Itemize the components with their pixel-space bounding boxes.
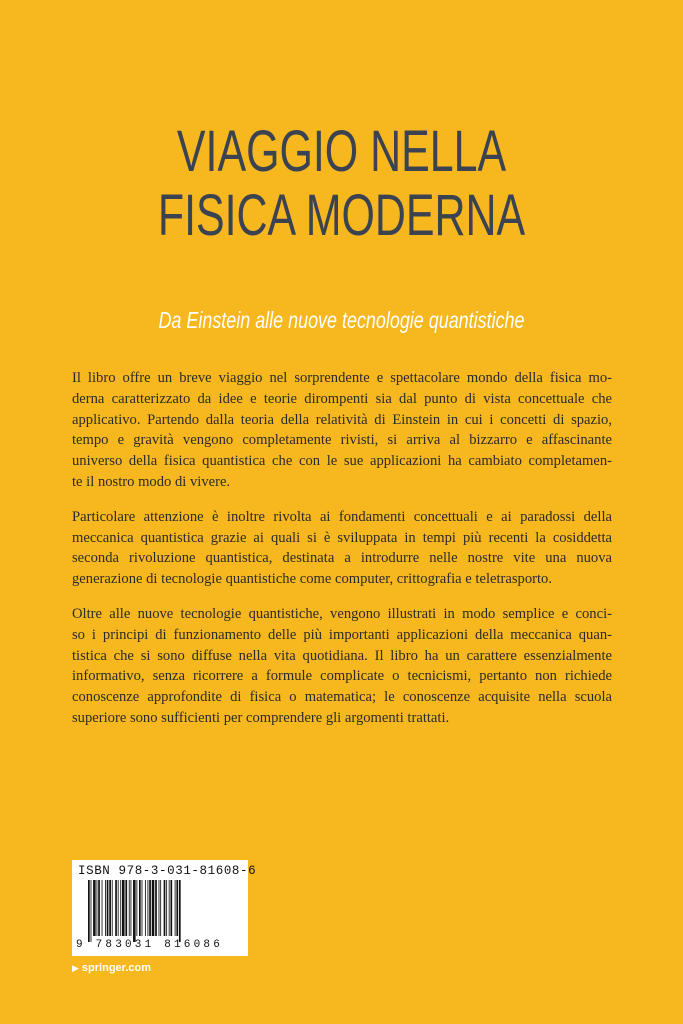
book-title [89, 120, 594, 248]
blurb-line: so i principi di funzionamento delle più importanti applicazioni della meccanica quan- [72, 626, 612, 643]
barcode-bar [179, 880, 181, 942]
barcode-bar [149, 880, 151, 936]
barcode-bar [97, 880, 98, 936]
barcode-bar [175, 880, 176, 936]
barcode-bar [139, 880, 141, 936]
barcode-bar [133, 880, 136, 942]
blurb-line: informativo, senza ricorrere a formule complicate o tecnicismi, pertanto non richiede [72, 668, 612, 685]
barcode-bar [122, 880, 125, 936]
blurb-paragraph [72, 604, 612, 729]
barcode-bar [102, 880, 103, 936]
barcode-bar [105, 880, 106, 936]
blurb-line: superiore sono sufficienti per comprendere gli argomenti trattati. [72, 709, 450, 726]
blurb-line: derna caratterizzato da idee e teorie dirompenti sia dal punto di vista concettuale che [72, 390, 612, 407]
barcode-bar [131, 880, 132, 936]
barcode-bar [148, 880, 149, 936]
blurb-line: conoscenze approfondite di fisica o matematica; le conoscenze acquisite nella scuola [72, 689, 612, 706]
barcode-bars [88, 880, 238, 942]
isbn-barcode [72, 860, 257, 956]
barcode-bar [118, 880, 119, 936]
barcode-bar [112, 880, 113, 936]
barcode-bar [152, 880, 155, 936]
barcode-bar [120, 880, 121, 936]
blurb-line: Particolare attenzione è inoltre rivolta ai fondamenti concettuali e ai paradossi della [72, 508, 612, 525]
barcode-bar [125, 880, 127, 936]
barcode-bar [155, 880, 157, 936]
barcode-bar [159, 880, 160, 936]
title-line-2: FISICA MODERNA [157, 183, 526, 248]
barcode-bar [109, 880, 111, 936]
book-subtitle: Da Einstein alle nuove tecnologie quantistiche [158, 307, 525, 333]
barcode-bar [98, 880, 100, 936]
blurb-line: generazione di tecnologie quantistiche come computer, crittografia e teletrasporto. [72, 571, 552, 588]
barcode-bar [129, 880, 130, 936]
blurb-line: meccanica quantistica grazie ai quali si è sviluppata in tempi più recenti la cosiddetta [72, 529, 612, 546]
blurb-line: tistica che si sono diffuse nella vita quotidiana. Il libro ha un carattere essenzialmente [72, 647, 612, 664]
barcode-bar [93, 880, 96, 936]
barcode-bar [107, 880, 109, 936]
isbn-label: ISBN 978-3-031-81608-6 [78, 864, 257, 878]
blurb-paragraph [72, 507, 612, 590]
blurb-line: seconda rivoluzione quantistica, destinata a introdurre nelle nostre vite una nuova [72, 550, 612, 567]
barcode-bar [88, 880, 90, 942]
title-line-1: VIAGGIO NELLA [176, 119, 507, 184]
blurb-paragraph [72, 368, 612, 493]
blurb-line: Il libro offre un breve viaggio nel sorprendente e spettacolare mondo della fisica mo- [72, 370, 612, 386]
publisher-link-text: springer.com [81, 962, 151, 974]
barcode-bar [160, 880, 161, 936]
barcode-bar [142, 880, 143, 936]
blurb-line: tempo e gravità vengono completamente rivisti, si arriva al bizzarro e affascinante [72, 432, 612, 449]
barcode-bar [91, 880, 92, 942]
barcode-bar [166, 880, 167, 936]
blurb-line: Oltre alle nuove tecnologie quantistiche, vengono illustrati in modo semplice e conci- [72, 605, 612, 622]
barcode-bar [169, 880, 170, 936]
blurb-line: applicativo. Partendo dalla teoria della relatività di Einstein in cui i concetti di spazio, [72, 411, 612, 428]
barcode-bar [115, 880, 117, 936]
blurb-text [72, 368, 612, 743]
blurb-line: te il nostro modo di vivere. [72, 473, 231, 490]
barcode-bar [170, 880, 172, 936]
barcode-bar [136, 880, 137, 936]
publisher-link[interactable] [72, 962, 151, 974]
barcode-number: 9 783031 816086 [76, 939, 224, 951]
arrow-right-icon: ▶ [72, 963, 79, 973]
blurb-line: universo della fisica quantistica che con le sue applicazioni ha cambiato completamen- [72, 453, 612, 470]
barcode-bar [164, 880, 166, 936]
barcode-bar [176, 880, 178, 936]
barcode-bar [145, 880, 146, 936]
